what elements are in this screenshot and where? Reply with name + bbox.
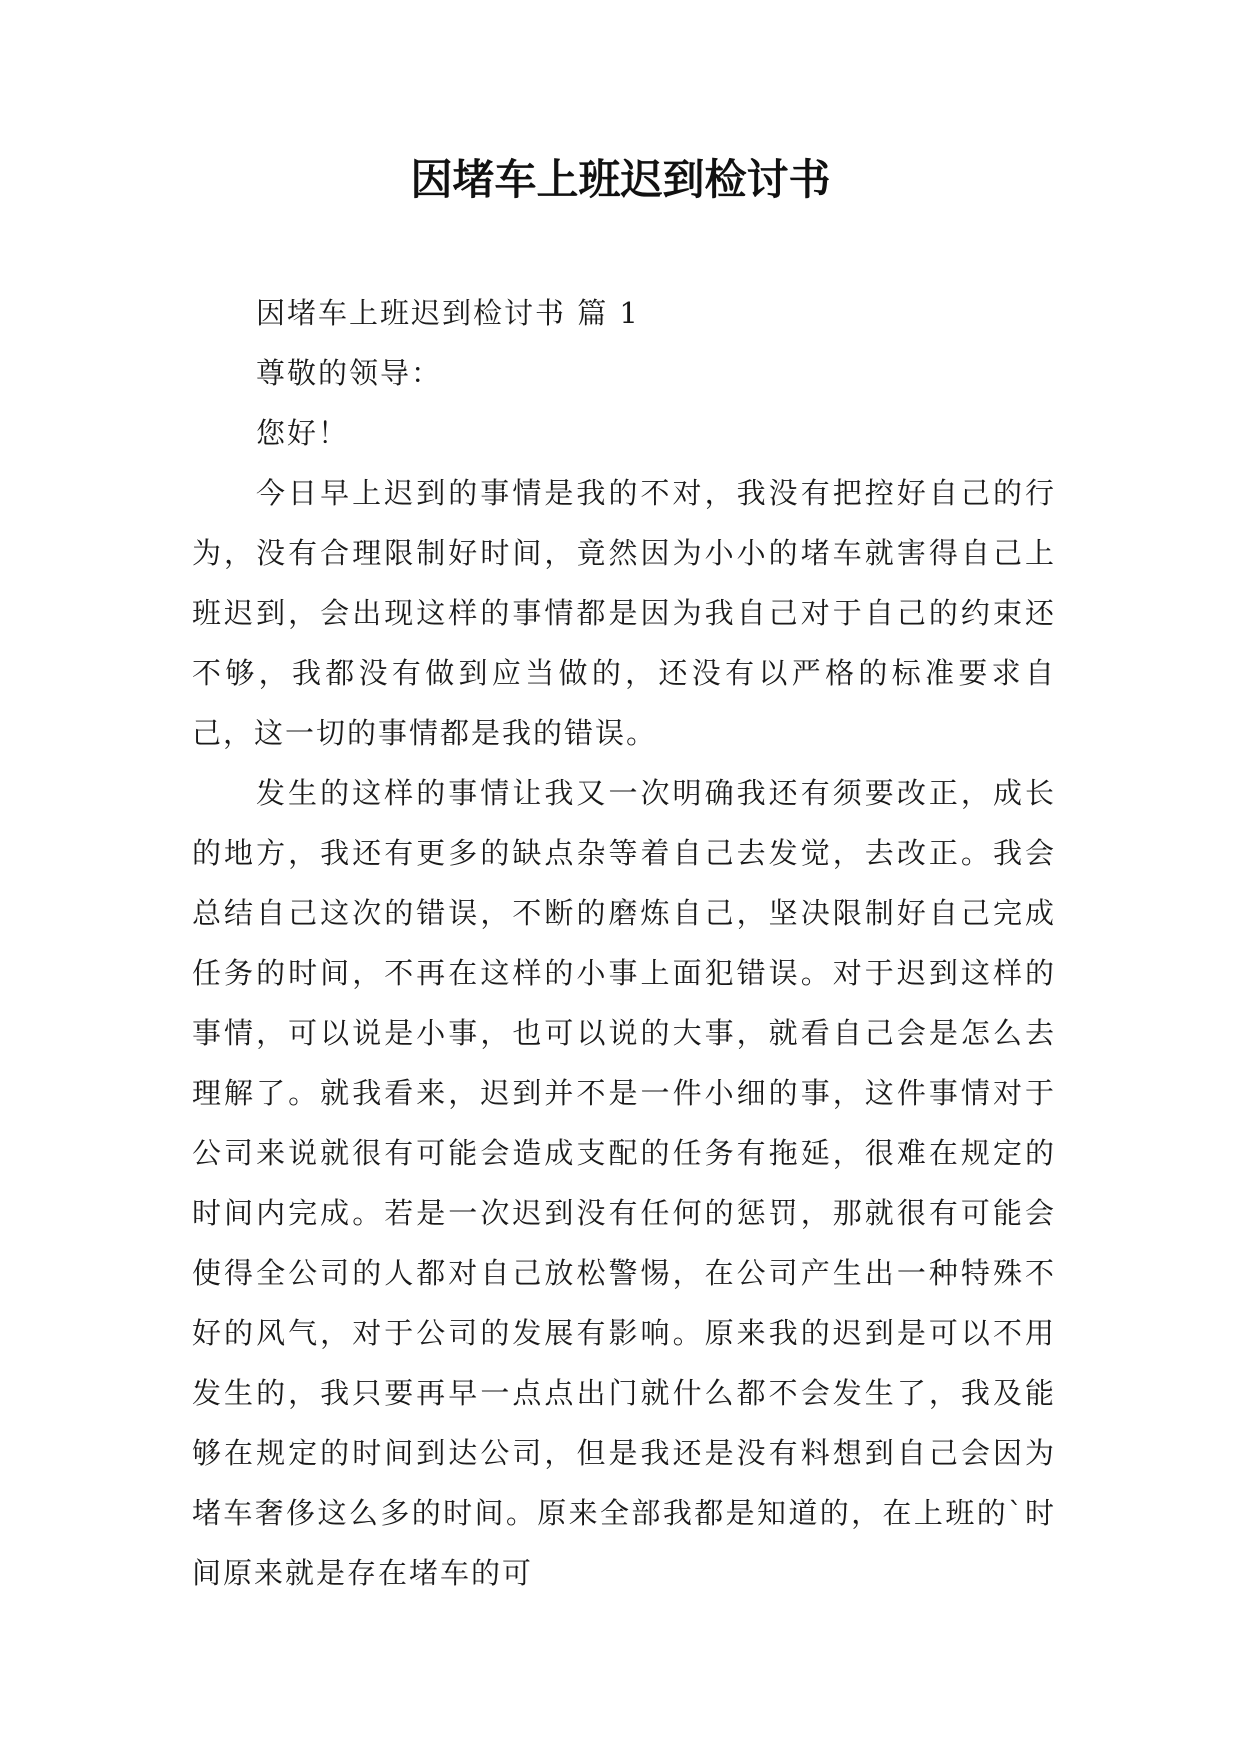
body-paragraph: 发生的这样的事情让我又一次明确我还有须要改正，成长的地方，我还有更多的缺点杂等着自己去发觉，去改正。我会总结自己这次的错误，不断的磨炼自己，坚决限制好自己完成任务的时间，不再在这样的小事上面犯错误。对于迟到这样的事情，可以说是小事，也可以说的大事，就看自己会是怎么去理解了。就我看来，迟到并不是一件小细的事，这件事情对于公司来说就很有可能会造成支配的任务有拖延，很难在规定的时间内完成。若是一次迟到没有任何的惩罚，那就很有可能会使得全公司的人都对自己放松警惕，在公司产生出一种特殊不好的风气，对于公司的发展有影响。原来我的迟到是可以不用发生的，我只要再早一点点出门就什么都不会发生了，我及能够在规定的时间到达公司，但是我还是没有料想到自己会因为堵车奢侈这么多的时间。原来全部我都是知道的，在上班的`时间原来就是存在堵车的可 (192, 776, 1056, 1590)
salutation: 尊敬的领导： (256, 356, 443, 390)
document-title: 因堵车上班迟到检讨书 (410, 155, 831, 204)
body-paragraph: 今日早上迟到的事情是我的不对，我没有把控好自己的行为，没有合理限制好时间，竟然因为小小的堵车就害得自己上班迟到，会出现这样的事情都是因为我自己对于自己的约束还不够，我都没有做到应当做的，还没有以严格的标准要求自己，这一切的事情都是我的错误。 (192, 476, 1056, 750)
section-heading: 因堵车上班迟到检讨书 篇 1 (256, 296, 640, 330)
document-body (192, 283, 1056, 1603)
greeting: 您好！ (256, 416, 350, 450)
